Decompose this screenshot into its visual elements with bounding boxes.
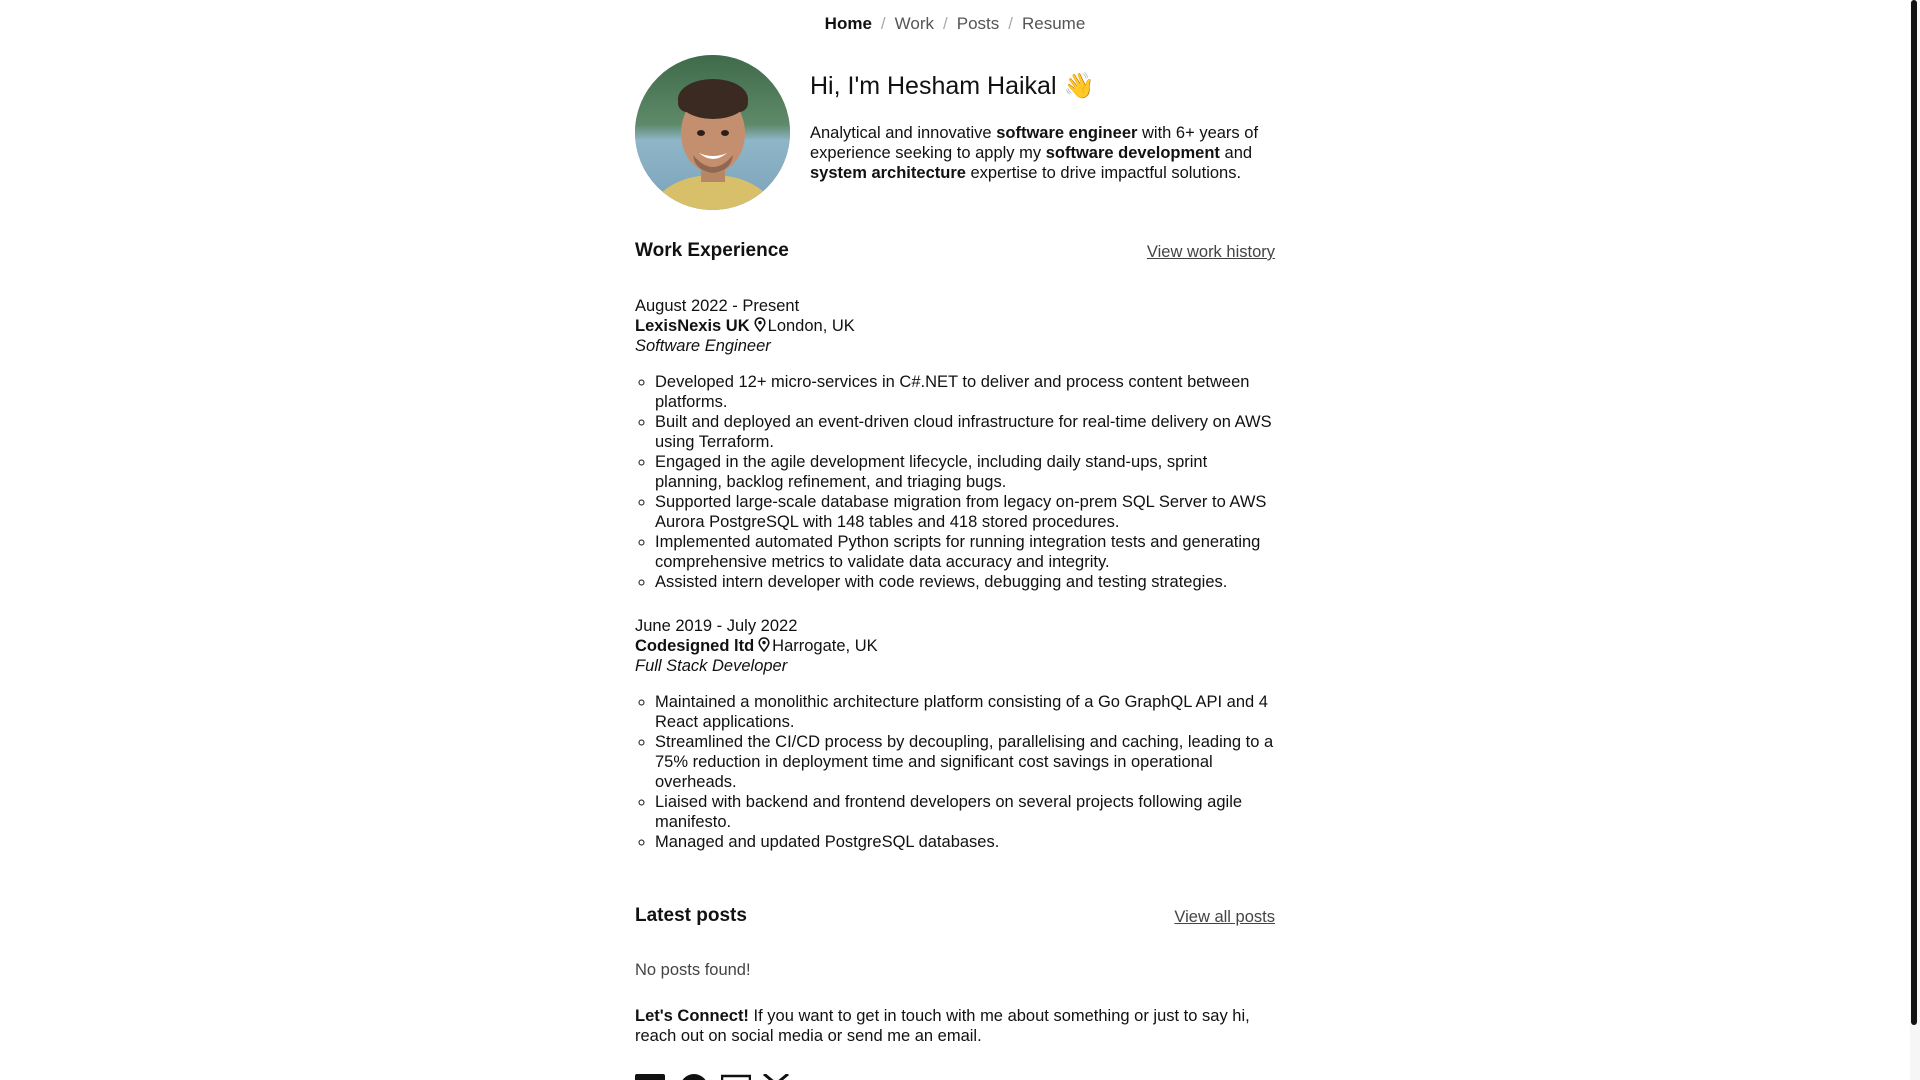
avatar-photo [635, 55, 790, 210]
email-icon[interactable] [721, 1074, 751, 1080]
location-pin-icon [758, 637, 770, 652]
list-item: ◦ Maintained a monolithic architecture platform consisting of a Go GraphQL API and 4 React applications. [655, 692, 1275, 732]
job-entry-lexisnexis [635, 296, 1275, 592]
work-experience-header [635, 240, 1275, 266]
nav-posts[interactable]: Posts [956, 14, 1000, 33]
avatar [635, 55, 790, 210]
nav-separator: / [1008, 14, 1013, 33]
job-entry-codesigned [635, 616, 1275, 852]
list-item: ◦ Developed 12+ micro-services in C#.NET to deliver and process content between platforms. [655, 372, 1275, 412]
list-item: ◦ Liaised with backend and frontend developers on several projects following agile manifesto. [655, 792, 1275, 832]
nav-separator: / [880, 14, 886, 33]
nav-resume[interactable]: Resume [1022, 14, 1086, 33]
view-work-history-link[interactable]: View work history [1146, 243, 1275, 261]
view-all-posts-link[interactable]: View all posts [1174, 908, 1275, 926]
job-company-line [635, 316, 1275, 336]
list-item: ◦ Implemented automated Python scripts for running integration tests and generating comprehensive metrics to validate data accuracy and integrity. [655, 532, 1275, 572]
location-pin-icon [754, 317, 766, 332]
job-location: London, UK [767, 317, 855, 335]
latest-posts-header [635, 905, 1275, 931]
job-company-line [635, 636, 1275, 656]
list-item: ◦ Built and deployed an event-driven cloud infrastructure for real-time delivery on AWS using Terraform. [655, 412, 1275, 452]
list-item: ◦ Supported large-scale database migration from legacy on-prem SQL Server to AWS Aurora PostgreSQL with 148 tables and 418 stored procedures. [655, 492, 1275, 532]
top-nav [0, 14, 1910, 34]
list-item: ◦ Engaged in the agile development lifecycle, including daily stand-ups, sprint planning, backlog refinement, and triaging bugs. [655, 452, 1275, 492]
latest-posts-title: Latest posts [635, 905, 747, 926]
nav-separator: / [943, 14, 948, 33]
job-company: Codesigned ltd [635, 637, 755, 655]
job-bullets [635, 372, 1275, 592]
work-experience-title: Work Experience [635, 240, 789, 261]
connect-text: Let's Connect! If you want to get in touch with me about something or just to say hi, reach out on social media or send me an email. [635, 1007, 1250, 1045]
linkedin-icon[interactable] [635, 1074, 665, 1080]
list-item: ◦ Assisted intern developer with code reviews, debugging and testing strategies. [655, 572, 1275, 592]
job-period: June 2019 - July 2022 [635, 617, 798, 635]
job-role: Software Engineer [635, 337, 771, 355]
posts-empty-message: No posts found! [635, 961, 751, 979]
page-title: Hi, I'm Hesham Haikal 👋 [810, 72, 1095, 100]
job-bullets [635, 692, 1275, 852]
intro-text: Analytical and innovative software engineer with 6+ years of experience seeking to apply my software development and system architecture expertise to drive impactful solutions. [810, 124, 1259, 182]
nav-home[interactable]: Home [824, 14, 872, 33]
connect-lead: Let's Connect! [635, 1007, 749, 1025]
x-icon[interactable] [761, 1074, 791, 1080]
scrollbar[interactable] [1910, 0, 1920, 1080]
scrollbar-thumb[interactable] [1911, 0, 1917, 1025]
job-company: LexisNexis UK [635, 317, 750, 335]
nav-work[interactable]: Work [894, 14, 934, 33]
job-location: Harrogate, UK [772, 637, 878, 655]
job-period: August 2022 - Present [635, 297, 800, 315]
github-icon[interactable] [679, 1074, 709, 1080]
list-item: ◦ Managed and updated PostgreSQL databases. [655, 832, 1275, 852]
list-item: ◦ Streamlined the CI/CD process by decoupling, parallelising and caching, leading to a 75% reduction in deployment time and significant cost savings in operational overheads. [655, 732, 1275, 792]
job-role: Full Stack Developer [635, 657, 788, 675]
